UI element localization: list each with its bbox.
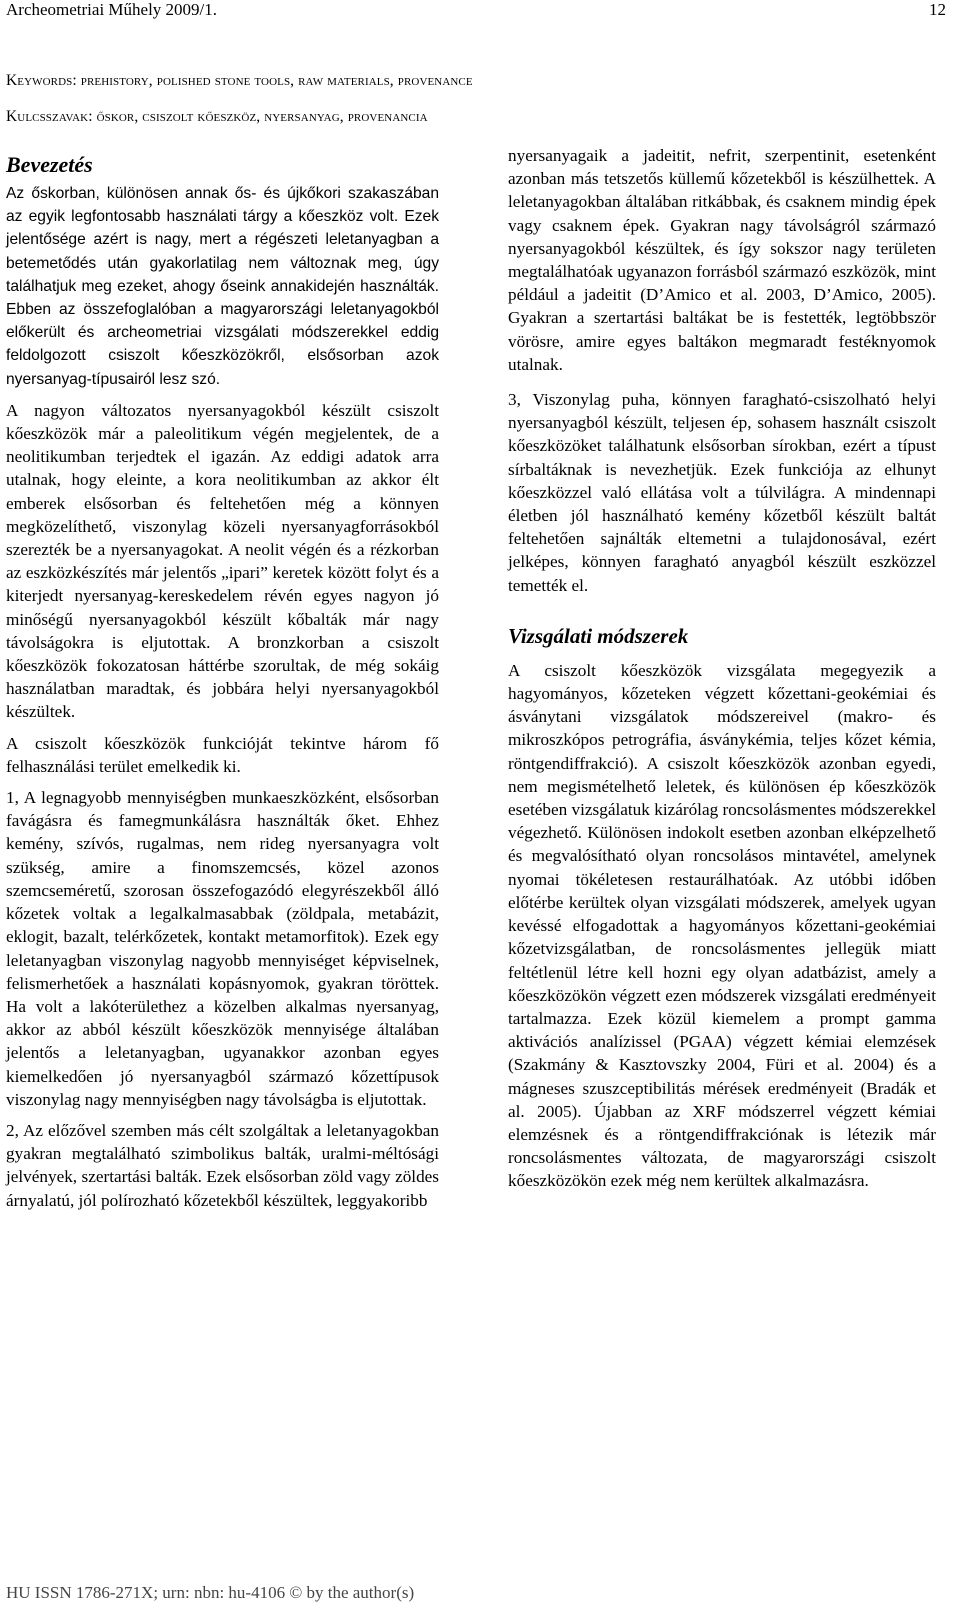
paragraph-functions: A csiszolt kőeszközök funkcióját tekintve három fő felhasználási terület emelkedik ki. xyxy=(6,733,439,776)
paragraph-raw-materials: A nagyon változatos nyersanyagokból készült csiszolt kőeszközök már a paleolitikum végén megjelentek, de a neolitikumban terjedtek el igazán. Az eddigi adatok arra utalnak, hogy eleinte, a kora neolitikumban az akkor élt emberek elsősorban és feltehetően még a könnyen megközelíthető, viszonylag közeli nyersanyagforrásokból szerezték be a nyersanyagokat. A neolit végén és a rézkorban az eszközkészítés már jelentős „ipari” keretek között folyt és a kiterjedt nyersanyag-kereskedelem révén egyes nagyon jó minőségű nyersanyagokból készült kőbalták már nagy távolságokra is eljutottak. A bronzkorban a csiszolt kőeszközök fokozatosan háttérbe szorultak, de még sokáig használatban maradtak, és jobbára helyi nyersanyagokból készültek. xyxy=(6,400,439,722)
paragraph-function-1: 1, A legnagyobb mennyiségben munkaeszközként, elsősorban favágásra és famegmunkálásra használták őket. Ehhez kemény, szívós, rugalmas, nem rideg nyersanyagra volt szükség, amire a finomszemcsés, közel azonos szemcseméretű, szorosan összefogazódó elegyrészekből álló kőzetek voltak a legalkalmasabbak (zöldpala, metabázit, eklogit, bazalt, telérkőzetek, kontakt metamorfitok). Ezek egy leletanyagban viszonylag nagyobb mennyiséget képviselnek, felismerhetőek a használati kopásnyomok, gyakran töröttek. Ha volt a lakóterülethez a közelben alkalmas nyersanyag, akkor az abból készült kőeszközök mennyisége általában jelentős a leletanyagban, ugyanakkor azonban egyes kiemelkedően jó nyersanyagból származó kőzettípusok viszonylag nagy mennyiségben nagy távolságba is eljutottak. xyxy=(6,788,439,1109)
keywords-english: Keywords: prehistory, polished stone tools, raw materials, provenance xyxy=(6,72,473,89)
section-heading-introduction: Bevezetés xyxy=(6,152,93,177)
page-number: 12 xyxy=(929,0,946,19)
keywords-hungarian: Kulcsszavak: őskor, csiszolt kőeszköz, nyersanyag, provenancia xyxy=(6,108,428,125)
journal-title: Archeometriai Műhely 2009/1. xyxy=(6,0,218,19)
paragraph-intro: Az őskorban, különösen annak ős- és újkőkori szakaszában az egyik legfontosabb használati tárgy a kőeszköz volt. Ezek jelentősége azért is nagy, mert a régészeti leletanyagban a betemetődés után gyakorlatilag nem változnak meg, úgy találhatjuk meg ezeket, ahogy őseink annakidején használták. Ebben az összefoglalóban a magyarországi leletanyagokból előkerült és archeometriai vizsgálati módszerekkel eddig feldolgozott csiszolt kőeszközökről, elsősorban azok nyersanyag-típusairól lesz szó. xyxy=(6,185,439,388)
paragraph-function-3: 3, Viszonylag puha, könnyen faragható-csiszolható helyi nyersanyagból készült, teljesen ép, sohasem használt csiszolt kőeszközöket találhatunk elsősorban sírokban, ezért a típust sírbaltáknak is nevezhetjük. Ezek funkciója az elhunyt kőeszközzel való ellátása volt a túlvilágra. A mindennapi életben jól használható kemény kőzetből készült baltát feltehetően sajnálták eltemetni a tulajdonosával, ezért jelképes, könnyen faragható anyagból készült eszközzel temették el. xyxy=(508,390,936,595)
paragraph-function-2: 2, Az előzővel szemben más célt szolgáltak a leletanyagokban gyakran megtalálható szimbolikus balták, uralmi-méltósági jelvények, szertartási balták. Ezek elsősorban zöld vagy zöldes árnyalatú, jól polírozható kőzetekből készültek, leggyakoribb xyxy=(6,1120,439,1210)
paragraph-methods: A csiszolt kőeszközök vizsgálata megegyezik a hagyományos, kőzeteken végzett kőzettani-geokémiai és ásványtani vizsgálatok módszereivel (makro- és mikroszkópos petrográfia, ásványkémia, teljes kőzet kémia, röntgendiffrakció). A csiszolt kőeszközök azonban egyedi, nem megismételhető leletek, és különösen ép kőeszközök esetében vizsgálatuk kizárólag roncsolásmentes módszerekkel végezhető. Különösen indokolt esetben azonban elképzelhető és megvalósítható olyan roncsolásos mintavétel, amelynek nyomai tökéletesen restaurálhatóak. Az utóbbi időben előtérbe kerültek olyan vizsgálati módszerek, amelyek ugyan kevéssé elfogadottak a hagyományos kőzettani-geokémiai kőzetvizsgálatban, de roncsolásmentes jellegük miatt feltétlenül létre kell hozni egy olyan adatbázist, amely a kőeszközökön végzett ezen módszerek vizsgálati eredményeit tartalmazza. Ezek közül kiemelem a prompt gamma aktivációs analízissel (PGAA) végzett kémiai elemzések (Szakmány & Kasztovszky 2004, Füri et al. 2004) és a mágneses szuszceptibilitás mérések eredményeit (Bradák et al. 2005). Újabban az XRF módszerrel végzett kémiai elemzésnek és a röntgendiffrakciónak is létezik már roncsolásmentes változata, de magyarországi csiszolt kőeszközökön ezek még nem kerültek alkalmazásra. xyxy=(508,660,936,1191)
left-column xyxy=(6,144,439,1220)
right-column xyxy=(508,144,936,1201)
paragraph-function-2-continued: nyersanyagaik a jadeitit, nefrit, szerpentinit, esetenként azonban más tetszetős küllemű kőzetekből is készülhettek. A leletanyagokban általában ritkábbak, és csaknem mindig épek vagy csaknem épek. Gyakran nagy távolságról származó nyersanyagokból készültek, és így sokszor nagy területen megtalálhatóak ugyanazon forrásból származó eszközök, mint például a jadeitit (D’Amico et al. 2003, D’Amico, 2005). Gyakran a szertartási baltákat be is festették, legtöbbször vörösre, amire egyes baltákon megmaradt festéknyomok utalnak. xyxy=(508,146,936,374)
footer-issn: HU ISSN 1786-271X; urn: nbn: hu-4106 © by the author(s) xyxy=(6,1583,415,1602)
section-heading-methods: Vizsgálati módszerek xyxy=(508,623,689,648)
